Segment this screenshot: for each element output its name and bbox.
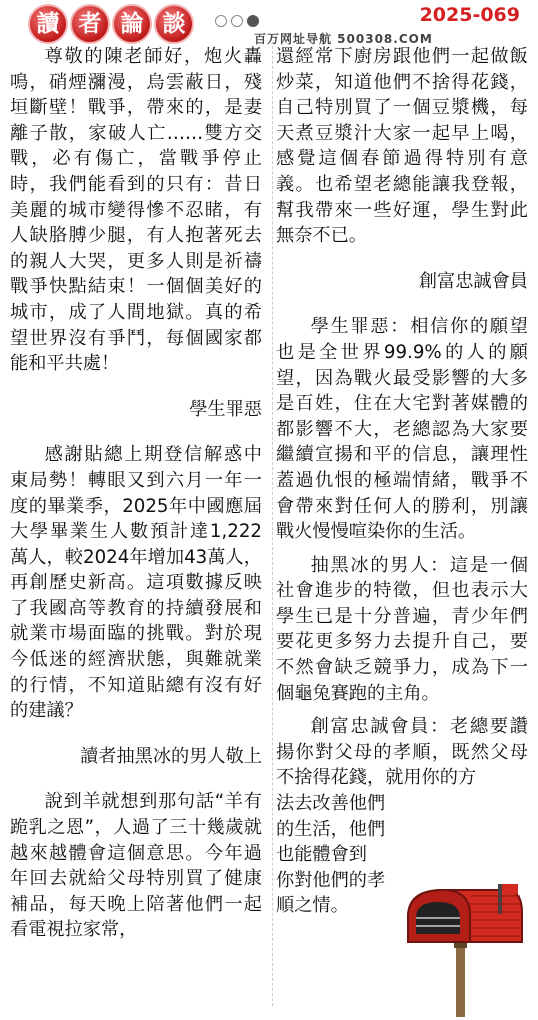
dot-icon: [215, 15, 227, 27]
letter-paragraph: 說到羊就想到那句話“羊有跪乳之恩”，人過了三十幾歲就越來越體會這個意思。今年過年回去就給父母特別買了健康補品，每天晚上陪著他們一起看電視拉家常，: [10, 791, 262, 941]
title-char: 者: [70, 4, 110, 44]
letter-line: 你對他們的孝: [276, 869, 386, 891]
column-title: [28, 4, 194, 44]
mailbox-icon: [398, 882, 528, 1017]
left-column: [10, 44, 262, 943]
letter-paragraph: 尊敬的陳老師好，炮火轟鳴，硝煙瀰漫，烏雲蔽日，殘垣斷壁！戰爭，帶來的，是妻離子散，家破人亡……雙方交戰，必有傷亡，當戰爭停止時，我們能看到的只有：昔日美麗的城市變得慘不忍睹，有人缺胳膊少腿，有人抱著死去的親人大哭，更多人則是祈禱戰爭快點結束！一個個美好的城市，成了人間地獄。真的希望世界沒有爭鬥，每個國家都能和平共處！: [10, 46, 262, 375]
right-column: [276, 44, 528, 919]
signature: 創富忠誠會員: [418, 270, 528, 292]
header: [0, 0, 538, 46]
letter-line: 也能體會到: [276, 844, 367, 866]
issue-number: 2025-069: [419, 4, 520, 26]
reply-paragraph: 抽黑冰的男人：這是一個社會進步的特徵，但也表示大學生已是十分普遍，青少年們要花更多努力去提升自己，要不然會缺乏競爭力，成為下一個龜兔賽跑的主角。: [276, 554, 528, 704]
reply-paragraph: 學生罪惡：相信你的願望也是全世界99.9%的人的願望，因為戰火最受影響的大多是百姓，住在大宅對著媒體的都影響不大，老總認為大家要繼續宣揚和平的信息，讓理性蓋過仇恨的極端情緒，戰爭不會帶來對任何人的勝利，別讓戰火慢慢喧染你的生活。: [276, 316, 528, 543]
dot-icon: [231, 15, 243, 27]
column-divider: [272, 46, 273, 1006]
title-char: 論: [112, 4, 152, 44]
decorative-dots: [215, 15, 259, 27]
letter-line: 的生活，他們: [276, 818, 386, 840]
title-char: 讀: [28, 4, 68, 44]
signature: 學生罪惡: [189, 398, 262, 420]
letter-line: 順之情。: [276, 895, 349, 917]
signature: 讀者抽黑冰的男人敬上: [80, 745, 262, 767]
letter-paragraph: 感謝貼總上期登信解惑中東局勢！轉眼又到六月一年一度的畢業季，2025年中國應屆大學畢業生人數預計達1,222萬人，較2024年增加43萬人，再創歷史新高。這項數據反映了我國高等教育的持續發展和就業市場面臨的挑戰。對於現今低迷的經濟狀態，與難就業的行情，不知道貼總有沒有好的建議？: [10, 444, 262, 722]
dot-icon: [247, 15, 259, 27]
reply-paragraph: 創富忠誠會員：老總要讚揚你對父母的孝順，既然父母不捨得花錢，就用你的方: [276, 716, 528, 789]
title-char: 談: [154, 4, 194, 44]
letter-paragraph: 還經常下廚房跟他們一起做飯炒菜，知道他們不捨得花錢，自己特別買了一個豆漿機，每天煮豆漿汁大家一起早上喝，感覺這個春節過得特別有意義。也希望老總能讓我登報，幫我帶來一些好運，學生對此無奈不已。: [276, 46, 528, 247]
site-watermark: 百万网址导航 500308.COM: [254, 32, 433, 46]
letter-line: 法去改善他們: [276, 793, 386, 815]
